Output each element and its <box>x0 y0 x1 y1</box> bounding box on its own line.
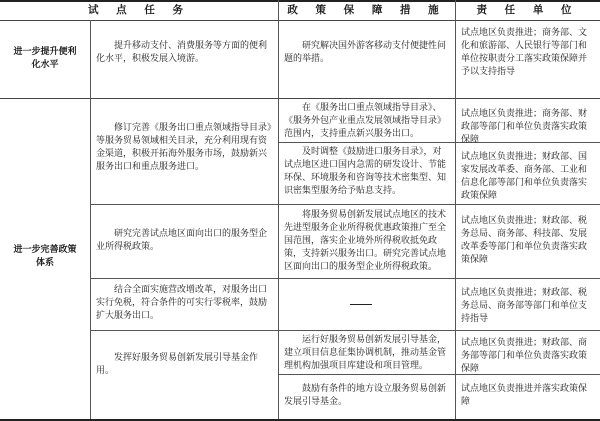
measure-cell: 将服务贸易创新发展试点地区的技术先进型服务企业所得税优惠政策推广至全国范围，落实企业境外所得税收抵免政策，支持新兴服务出口。研究完善试点地区面向出口的服务型企业所得税政策。 <box>284 210 447 272</box>
table-top-border <box>0 0 600 2</box>
unit-cell: 试点地区负责推进；商务部、财政部等部门和单位负责落实政策保障 <box>461 109 588 145</box>
measure-cell: 运行好服务贸易创新发展引导基金，建立项目信息征集协调机制，推动基金管理机构加强项目库建设和项目管理。 <box>284 335 447 371</box>
measure-cell: 及时调整《鼓励进口服务目录》，对试点地区进口国内急需的研发设计、节能环保、环境服务和咨询等技术密集型、知识密集型服务给予贴息支持。 <box>284 147 447 196</box>
category-convenience: 进一步提升便利化水平 <box>13 47 77 70</box>
measure-cell: 在《服务出口重点领域指导目录》、《服务外包产业重点发展领域指导目录》范围内，支持重点新兴服务出口。 <box>284 103 447 139</box>
task-cell: 提升移动支付、消费服务等方面的便利化水平，积极发展入境游。 <box>96 41 268 64</box>
task-cell: 结合全面实施营改增改革，对服务出口实行免税，符合条件的可实行零税率，鼓励扩大服务出口。 <box>96 285 268 321</box>
row-divider <box>90 278 600 279</box>
task-cell: 研究完善试点地区面向出口的服务型企业所得税政策。 <box>96 229 268 252</box>
task-cell: 修订完善《服务出口重点领域指导目录》等服务贸易领域相关目录，充分利用现有资金渠道，积极开拓海外服务市场，鼓励新兴服务出口和重点服务进口。 <box>96 123 272 172</box>
unit-cell: 试点地区负责推进；财政部、税务总局、商务部等部门和单位支持指导 <box>461 288 588 324</box>
unit-cell: 试点地区负责推进；财政部、国家发展改革委、商务部、工业和信息化部等部门和单位负责落实政策保障 <box>461 152 588 201</box>
header-measures: 政 策 保 障 措 施 <box>287 4 446 16</box>
task-cell: 发挥好服务贸易创新发展引导基金作用。 <box>96 353 259 376</box>
measure-cell: 研究解决国外游客移动支付便捷性问题的举措。 <box>284 41 447 64</box>
row-divider <box>90 330 600 331</box>
header-unit: 责 任 单 位 <box>476 4 579 16</box>
column-divider <box>278 0 279 419</box>
unit-cell: 试点地区负责推进；财政部、商务部等部门和单位负责落实政策保障 <box>461 338 588 374</box>
unit-cell: 试点地区负责推进并落实政策保障 <box>461 384 588 407</box>
column-divider <box>455 0 456 419</box>
empty-measure-dash <box>350 304 372 305</box>
unit-cell: 试点地区负责推进；财政部、税务总局、商务部、科技部、发展改革委等部门和单位负责落实政策保障 <box>461 216 588 265</box>
column-divider <box>90 20 91 419</box>
category-policy: 进一步完善政策体系 <box>13 245 77 268</box>
unit-cell: 试点地区负责推进；商务部、文化和旅游部、人民银行等部门和单位按职责分工落实政策保障并予以支持指导 <box>461 28 588 77</box>
measure-cell: 鼓励有条件的地方设立服务贸易创新发展引导基金。 <box>284 384 447 407</box>
header-task: 试 点 任 务 <box>88 4 190 16</box>
row-divider <box>90 204 600 205</box>
